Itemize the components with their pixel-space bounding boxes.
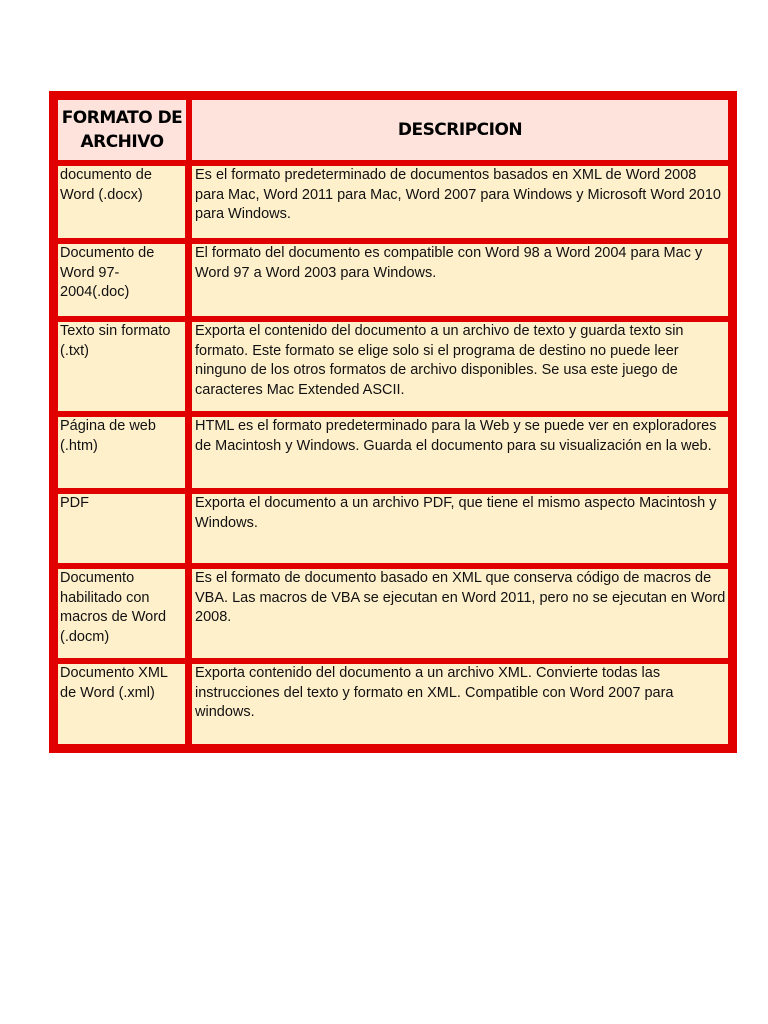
description-cell: El formato del documento es compatible con Word 98 a Word 2004 para Mac y Word 97 a Word 2003 para Windows. <box>189 241 731 319</box>
format-cell: Documento habilitado con macros de Word (.docm) <box>55 566 189 661</box>
description-cell: Exporta el documento a un archivo PDF, que tiene el mismo aspecto Macintosh y Windows. <box>189 491 731 566</box>
header-row <box>55 97 731 163</box>
format-cell: Documento de Word 97-2004(.doc) <box>55 241 189 319</box>
table-row <box>55 163 731 241</box>
format-cell: Página de web (.htm) <box>55 414 189 491</box>
description-cell: HTML es el formato predeterminado para la Web y se puede ver en exploradores de Macintosh y Windows. Guarda el documento para su visualización en la web. <box>189 414 731 491</box>
format-cell: documento de Word (.docx) <box>55 163 189 241</box>
header-format: FORMATO DE ARCHIVO <box>55 97 189 163</box>
table-row <box>55 661 731 747</box>
file-formats-table <box>49 91 737 753</box>
description-cell: Es el formato de documento basado en XML que conserva código de macros de VBA. Las macros de VBA se ejecutan en Word 2011, pero no se ejecutan en Word 2008. <box>189 566 731 661</box>
formats-table-grid <box>55 97 731 747</box>
table-row <box>55 491 731 566</box>
format-cell: Documento XML de Word (.xml) <box>55 661 189 747</box>
table-row <box>55 319 731 414</box>
table-row <box>55 241 731 319</box>
header-description: DESCRIPCION <box>189 97 731 163</box>
description-cell: Exporta el contenido del documento a un archivo de texto y guarda texto sin formato. Este formato se elige solo si el programa de destino no puede leer ninguno de los otros formatos de archivo disponibles. Se usa este juego de caracteres Mac Extended ASCII. <box>189 319 731 414</box>
description-cell: Es el formato predeterminado de documentos basados en XML de Word 2008 para Mac, Word 2011 para Mac, Word 2007 para Windows y Microsoft Word 2010 para Windows. <box>189 163 731 241</box>
table-row <box>55 566 731 661</box>
description-cell: Exporta contenido del documento a un archivo XML. Convierte todas las instrucciones del texto y formato en XML. Compatible con Word 2007 para windows. <box>189 661 731 747</box>
format-cell: Texto sin formato (.txt) <box>55 319 189 414</box>
table-row <box>55 414 731 491</box>
format-cell: PDF <box>55 491 189 566</box>
